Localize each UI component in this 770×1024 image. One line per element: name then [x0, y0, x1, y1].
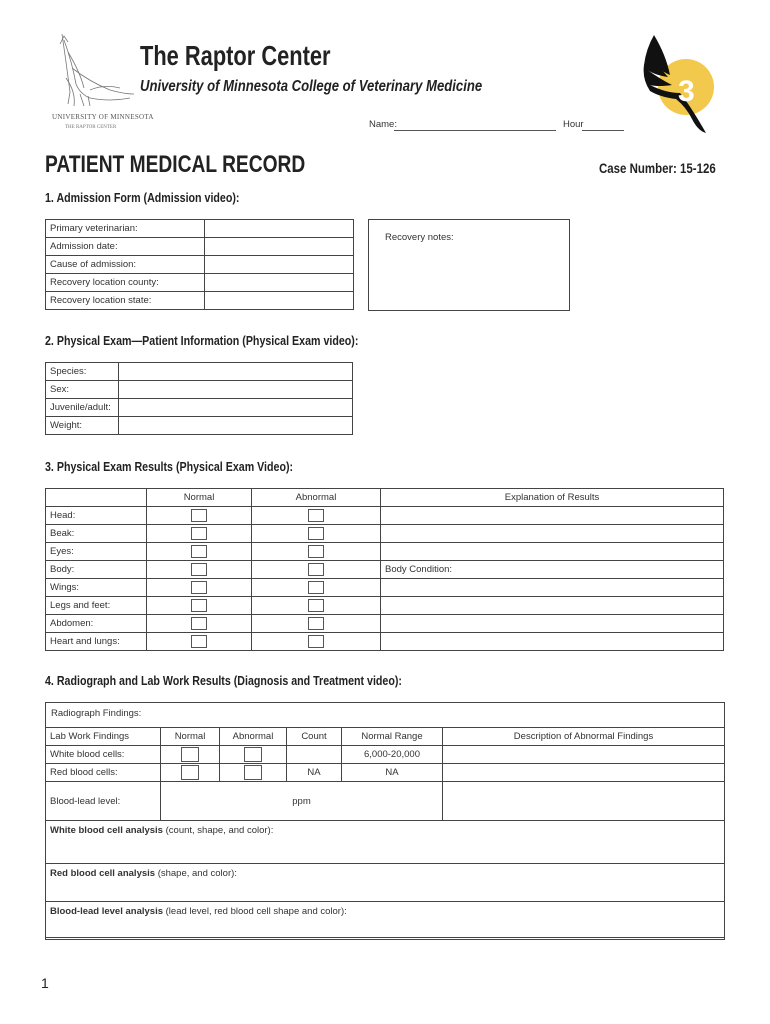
- wbc-abnormal-checkbox[interactable]: [244, 747, 262, 762]
- case-number: Case Number: 15-126: [599, 160, 716, 176]
- abnormal-checkbox[interactable]: [308, 527, 324, 540]
- exam-header-blank: [46, 489, 147, 507]
- table-row: [46, 821, 725, 864]
- explanation-field[interactable]: [381, 507, 724, 525]
- admission-label: Admission date:: [46, 238, 205, 256]
- lab-col-count: Count: [287, 728, 342, 746]
- exam-label: Head:: [46, 507, 147, 525]
- admission-input[interactable]: [205, 292, 354, 310]
- admission-input[interactable]: [205, 220, 354, 238]
- patient-label: Weight:: [46, 417, 119, 435]
- header-title: The Raptor Center: [140, 40, 331, 71]
- hour-label: Hour: [563, 119, 584, 130]
- table-row: [46, 782, 725, 821]
- explanation-field[interactable]: [381, 525, 724, 543]
- lead-analysis-hint: (lead level, red blood cell shape and color):: [163, 906, 347, 917]
- admission-input[interactable]: [205, 256, 354, 274]
- rbc-analysis-title: Red blood cell analysis: [50, 868, 156, 879]
- exam-col-explanation: Explanation of Results: [381, 489, 724, 507]
- hour-field[interactable]: [582, 130, 624, 131]
- record-title: PATIENT MEDICAL RECORD: [45, 151, 306, 178]
- wbc-range: 6,000-20,000: [342, 746, 443, 764]
- lead-unit: ppm: [292, 795, 311, 807]
- exam-label: Body:: [46, 561, 147, 579]
- wbc-count-field[interactable]: [287, 746, 342, 764]
- patient-label: Sex:: [46, 381, 119, 399]
- lead-description-field[interactable]: [443, 782, 725, 821]
- lab-col-normal: Normal: [161, 728, 220, 746]
- wbc-description-field[interactable]: [443, 746, 725, 764]
- normal-checkbox[interactable]: [191, 563, 207, 576]
- lead-value-field[interactable]: [161, 782, 443, 821]
- admission-input[interactable]: [205, 274, 354, 292]
- wing-badge-icon: [640, 35, 720, 135]
- lab-col-description: Description of Abnormal Findings: [443, 728, 725, 746]
- rbc-range: NA: [342, 764, 443, 782]
- rbc-abnormal-checkbox[interactable]: [244, 765, 262, 780]
- rbc-analysis-hint: (shape, and color):: [155, 868, 237, 879]
- abnormal-checkbox[interactable]: [308, 635, 324, 648]
- exam-label: Abdomen:: [46, 615, 147, 633]
- lead-analysis-field[interactable]: [46, 902, 725, 940]
- normal-checkbox[interactable]: [191, 617, 207, 630]
- admission-table: [45, 219, 354, 310]
- section1-heading: 1. Admission Form (Admission video):: [45, 190, 240, 205]
- patient-input[interactable]: [119, 363, 353, 381]
- table-row: [46, 764, 725, 782]
- wbc-label: White blood cells:: [46, 746, 161, 764]
- rbc-analysis-field[interactable]: [46, 864, 725, 902]
- wbc-analysis-title: White blood cell analysis: [50, 825, 163, 836]
- table-row: [46, 615, 724, 633]
- name-label: Name:: [369, 119, 397, 130]
- page-number: 1: [41, 975, 49, 991]
- admission-label: Recovery location county:: [46, 274, 205, 292]
- explanation-field[interactable]: [381, 633, 724, 651]
- exam-label: Beak:: [46, 525, 147, 543]
- wbc-normal-checkbox[interactable]: [181, 747, 199, 762]
- admission-input[interactable]: [205, 238, 354, 256]
- rbc-description-field[interactable]: [443, 764, 725, 782]
- rbc-count: NA: [287, 764, 342, 782]
- normal-checkbox[interactable]: [191, 545, 207, 558]
- abnormal-checkbox[interactable]: [308, 545, 324, 558]
- abnormal-checkbox[interactable]: [308, 617, 324, 630]
- patient-input[interactable]: [119, 399, 353, 417]
- table-row: [46, 579, 724, 597]
- admission-label: Primary veterinarian:: [46, 220, 205, 238]
- eagle-sketch-icon: [50, 32, 145, 112]
- section2-heading: 2. Physical Exam—Patient Information (Physical Exam video):: [45, 333, 359, 348]
- logo-university: UNIVERSITY OF MINNESOTA: [52, 113, 154, 121]
- table-row: [46, 507, 724, 525]
- table-row: [46, 864, 725, 902]
- exam-results-table: [45, 488, 724, 651]
- section3-heading: 3. Physical Exam Results (Physical Exam Video):: [45, 459, 294, 474]
- recovery-notes-box[interactable]: [368, 219, 570, 311]
- table-row: [46, 902, 725, 940]
- exam-col-normal: Normal: [147, 489, 252, 507]
- lab-work-table: [45, 727, 725, 940]
- explanation-field[interactable]: [381, 615, 724, 633]
- patient-input[interactable]: [119, 417, 353, 435]
- abnormal-checkbox[interactable]: [308, 581, 324, 594]
- wbc-analysis-hint: (count, shape, and color):: [162, 825, 274, 836]
- exam-label: Eyes:: [46, 543, 147, 561]
- table-row: [46, 525, 724, 543]
- normal-checkbox[interactable]: [191, 581, 207, 594]
- rbc-normal-checkbox[interactable]: [181, 765, 199, 780]
- lab-col-abnormal: Abnormal: [220, 728, 287, 746]
- explanation-field[interactable]: [381, 597, 724, 615]
- badge-graphic: [640, 35, 720, 135]
- logo-center: THE RAPTOR CENTER: [65, 125, 117, 130]
- header-subtitle: University of Minnesota College of Veterinary Medicine: [140, 78, 483, 95]
- exam-label: Legs and feet:: [46, 597, 147, 615]
- normal-checkbox[interactable]: [191, 527, 207, 540]
- lead-analysis-title: Blood-lead level analysis: [50, 906, 163, 917]
- abnormal-checkbox[interactable]: [308, 563, 324, 576]
- body-condition-field[interactable]: Body Condition:: [381, 561, 724, 579]
- exam-label: Heart and lungs:: [46, 633, 147, 651]
- admission-label: Cause of admission:: [46, 256, 205, 274]
- recovery-notes-label: Recovery notes:: [385, 232, 454, 243]
- raptor-logo: [50, 32, 145, 112]
- exam-col-abnormal: Abnormal: [252, 489, 381, 507]
- section4-heading: 4. Radiograph and Lab Work Results (Diagnosis and Treatment video):: [45, 673, 402, 688]
- exam-label: Wings:: [46, 579, 147, 597]
- table-row: [46, 597, 724, 615]
- table-row: [46, 561, 724, 579]
- wbc-analysis-field[interactable]: [46, 821, 725, 864]
- normal-checkbox[interactable]: [191, 599, 207, 612]
- radiograph-field[interactable]: [46, 703, 724, 727]
- patient-info-table: [45, 362, 353, 435]
- admission-label: Recovery location state:: [46, 292, 205, 310]
- lab-col-range: Normal Range: [342, 728, 443, 746]
- abnormal-checkbox[interactable]: [308, 599, 324, 612]
- table-row: [46, 746, 725, 764]
- radiograph-label: Radiograph Findings:: [51, 708, 142, 719]
- table-row: [46, 543, 724, 561]
- abnormal-checkbox[interactable]: [308, 509, 324, 522]
- lead-label: Blood-lead level:: [46, 782, 161, 821]
- normal-checkbox[interactable]: [191, 509, 207, 522]
- table-row: [46, 633, 724, 651]
- badge-number: 3: [678, 75, 695, 108]
- patient-input[interactable]: [119, 381, 353, 399]
- lab-col-findings: Lab Work Findings: [46, 728, 161, 746]
- explanation-field[interactable]: [381, 543, 724, 561]
- rbc-label: Red blood cells:: [46, 764, 161, 782]
- name-field[interactable]: [394, 130, 556, 131]
- normal-checkbox[interactable]: [191, 635, 207, 648]
- patient-label: Juvenile/adult:: [46, 399, 119, 417]
- patient-label: Species:: [46, 363, 119, 381]
- explanation-field[interactable]: [381, 579, 724, 597]
